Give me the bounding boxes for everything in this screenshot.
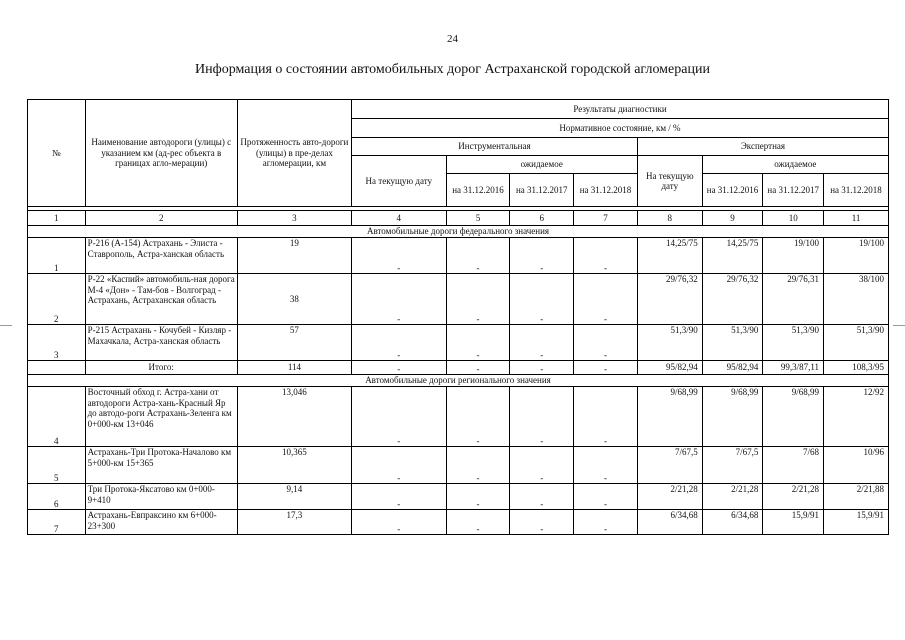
document-title: Информация о состоянии автомобильных дорог Астраханской городской агломерации — [195, 62, 710, 77]
row-index: 6 — [28, 484, 86, 510]
table-row — [28, 274, 889, 325]
header-number: № — [28, 100, 86, 207]
road-name: Астрахань-Евпраксино км 6+000-23+300 — [85, 510, 237, 535]
instr-current: - — [351, 484, 446, 510]
expert-2018: 15,9/91 — [824, 510, 889, 535]
page-number: 24 — [447, 33, 458, 45]
column-number: 1 — [28, 211, 86, 226]
total-instr-current: - — [351, 361, 446, 375]
table-row — [28, 325, 889, 361]
column-number: 4 — [351, 211, 446, 226]
header-expert-2017: на 31.12.2017 — [763, 174, 824, 207]
instr-2018: - — [574, 510, 638, 535]
instr-current: - — [351, 325, 446, 361]
expert-2016: 29/76,32 — [702, 274, 763, 325]
instr-2017: - — [510, 274, 574, 325]
instr-2016: - — [446, 484, 510, 510]
instr-current: - — [351, 238, 446, 274]
instr-2016: - — [446, 447, 510, 484]
margin-rule-left — [0, 325, 12, 326]
column-number: 7 — [574, 211, 638, 226]
road-length: 13,046 — [237, 387, 351, 447]
instr-current: - — [351, 510, 446, 535]
instr-2018: - — [574, 274, 638, 325]
road-length: 9,14 — [237, 484, 351, 510]
header-expert: Экспертная — [637, 138, 888, 156]
column-number: 2 — [85, 211, 237, 226]
row-index: 3 — [28, 325, 86, 361]
expert-2017: 15,9/91 — [763, 510, 824, 535]
road-name: Восточный обход г. Астра-хани от автодороги Астра-хань-Красный Яр до автодо-роги Астрахань-Зеленга км 0+000-км 13+046 — [85, 387, 237, 447]
section-title-regional: Автомобильные дороги регионального значения — [28, 375, 889, 387]
header-instr-expected: ожидаемое — [446, 156, 637, 174]
expert-2017: 2/21,28 — [763, 484, 824, 510]
total-length: 114 — [237, 361, 351, 375]
total-expert-2016: 95/82,94 — [702, 361, 763, 375]
instr-2018: - — [574, 484, 638, 510]
column-number: 9 — [702, 211, 763, 226]
expert-2018: 51,3/90 — [824, 325, 889, 361]
expert-2016: 2/21,28 — [702, 484, 763, 510]
section-title-federal: Автомобильные дороги федерального значения — [28, 226, 889, 238]
header-instr-2018: на 31.12.2018 — [574, 174, 638, 207]
expert-current: 29/76,32 — [637, 274, 702, 325]
expert-current: 51,3/90 — [637, 325, 702, 361]
table-row — [28, 387, 889, 447]
road-name: Астрахань-Три Протока-Началово км 5+000-км 15+365 — [85, 447, 237, 484]
expert-2016: 9/68,99 — [702, 387, 763, 447]
total-label: Итого: — [85, 361, 237, 375]
instr-2016: - — [446, 238, 510, 274]
instr-2017: - — [510, 325, 574, 361]
header-instr-current-date: На текущую дату — [351, 156, 446, 207]
instr-2018: - — [574, 238, 638, 274]
instr-current: - — [351, 447, 446, 484]
expert-2018: 38/100 — [824, 274, 889, 325]
instr-2016: - — [446, 274, 510, 325]
header-expert-2016: на 31.12.2016 — [702, 174, 763, 207]
expert-2017: 19/100 — [763, 238, 824, 274]
expert-2017: 7/68 — [763, 447, 824, 484]
road-name: Р-215 Астрахань - Кочубей - Кизляр - Махачкала, Астра-ханская область — [85, 325, 237, 361]
expert-2016: 14,25/75 — [702, 238, 763, 274]
row-index: 5 — [28, 447, 86, 484]
expert-2016: 51,3/90 — [702, 325, 763, 361]
instr-current: - — [351, 387, 446, 447]
row-index: 4 — [28, 387, 86, 447]
expert-2018: 12/92 — [824, 387, 889, 447]
expert-current: 2/21,28 — [637, 484, 702, 510]
total-instr-2018: - — [574, 361, 638, 375]
road-condition-table — [27, 99, 889, 535]
expert-2017: 29/76,31 — [763, 274, 824, 325]
expert-2018: 10/96 — [824, 447, 889, 484]
header-road-name: Наименование автодороги (улицы) с указанием км (ад-рес объекта в границах агло-мерации) — [85, 100, 237, 207]
instr-2018: - — [574, 447, 638, 484]
column-number: 11 — [824, 211, 889, 226]
table-row — [28, 238, 889, 274]
table-row — [28, 484, 889, 510]
margin-rule-right — [893, 325, 905, 326]
expert-current: 6/34,68 — [637, 510, 702, 535]
column-number: 3 — [237, 211, 351, 226]
row-index: 7 — [28, 510, 86, 535]
road-name: Р-216 (А-154) Астрахань - Элиста - Ставрополь, Астра-ханская область — [85, 238, 237, 274]
header-expert-current-date: На текущую дату — [637, 156, 702, 207]
road-name: Три Протока-Яксатово км 0+000-9+410 — [85, 484, 237, 510]
header-diagnostics-results: Результаты диагностики — [351, 100, 888, 119]
road-length: 38 — [237, 274, 351, 325]
header-normative-state: Нормативное состояние, км / % — [351, 119, 888, 138]
total-row — [28, 361, 889, 375]
instr-2016: - — [446, 510, 510, 535]
road-length: 17,3 — [237, 510, 351, 535]
instr-2017: - — [510, 238, 574, 274]
expert-current: 14,25/75 — [637, 238, 702, 274]
instr-2018: - — [574, 325, 638, 361]
road-name: Р-22 «Каспий» автомобиль-ная дорога М-4 «Дон» - Там-бов - Волгоград - Астрахань, Астраханская область — [85, 274, 237, 325]
instr-2017: - — [510, 484, 574, 510]
instr-2017: - — [510, 387, 574, 447]
header-expert-expected: ожидаемое — [702, 156, 888, 174]
expert-2017: 51,3/90 — [763, 325, 824, 361]
header-length: Протяженность авто-дороги (улицы) в пре-делах агломерации, км — [237, 100, 351, 207]
row-index: 1 — [28, 238, 86, 274]
header-instr-2017: на 31.12.2017 — [510, 174, 574, 207]
column-numbers-row — [28, 211, 889, 226]
total-index — [28, 361, 86, 375]
instr-2018: - — [574, 387, 638, 447]
road-length: 19 — [237, 238, 351, 274]
table-row — [28, 510, 889, 535]
total-expert-current: 95/82,94 — [637, 361, 702, 375]
header-instrumental: Инструментальная — [351, 138, 637, 156]
column-number: 5 — [446, 211, 510, 226]
instr-2016: - — [446, 387, 510, 447]
expert-2016: 7/67,5 — [702, 447, 763, 484]
table-row — [28, 447, 889, 484]
expert-2017: 9/68,99 — [763, 387, 824, 447]
row-index: 2 — [28, 274, 86, 325]
instr-current: - — [351, 274, 446, 325]
total-expert-2018: 108,3/95 — [824, 361, 889, 375]
expert-2018: 19/100 — [824, 238, 889, 274]
column-number: 6 — [510, 211, 574, 226]
instr-2017: - — [510, 447, 574, 484]
total-instr-2016: - — [446, 361, 510, 375]
total-expert-2017: 99,3/87,11 — [763, 361, 824, 375]
header-instr-2016: на 31.12.2016 — [446, 174, 510, 207]
header-expert-2018: на 31.12.2018 — [824, 174, 889, 207]
expert-2016: 6/34,68 — [702, 510, 763, 535]
instr-2016: - — [446, 325, 510, 361]
expert-current: 7/67,5 — [637, 447, 702, 484]
expert-2018: 2/21,88 — [824, 484, 889, 510]
expert-current: 9/68,99 — [637, 387, 702, 447]
column-number: 8 — [637, 211, 702, 226]
instr-2017: - — [510, 510, 574, 535]
column-number: 10 — [763, 211, 824, 226]
road-length: 57 — [237, 325, 351, 361]
total-instr-2017: - — [510, 361, 574, 375]
road-length: 10,365 — [237, 447, 351, 484]
